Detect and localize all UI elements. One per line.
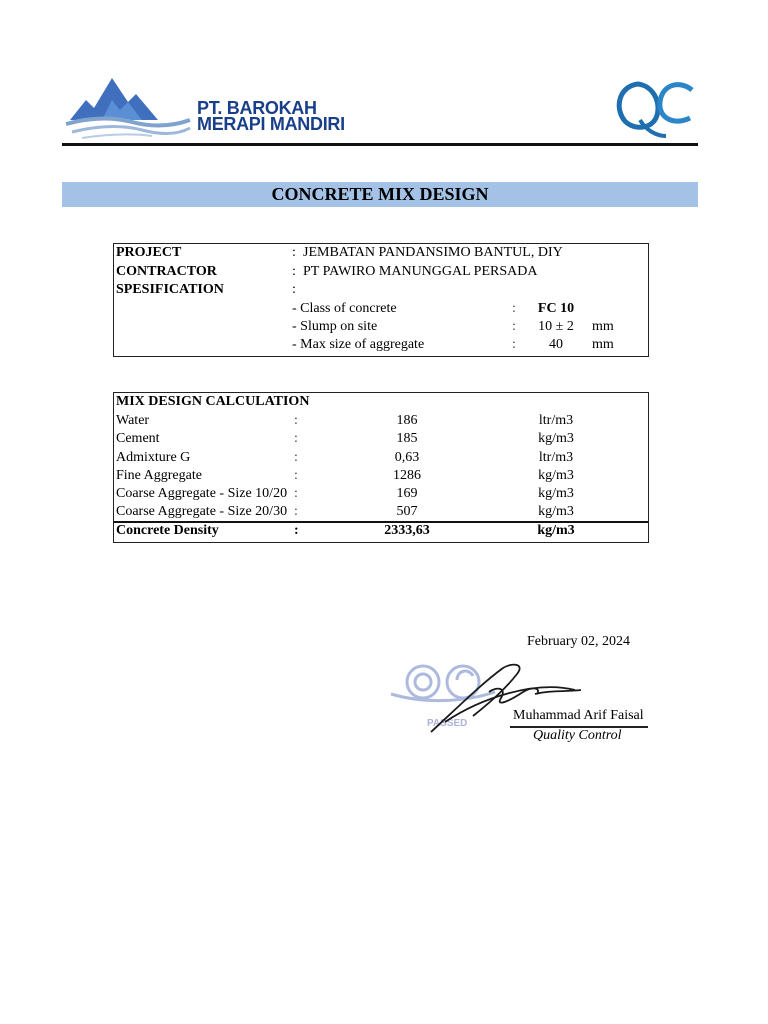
signature-date: February 02, 2024: [527, 634, 631, 649]
spec-colon: :: [292, 282, 296, 297]
mix-design-table: [113, 392, 649, 543]
project-colon: :: [292, 245, 296, 260]
total-value: 2333,63: [384, 523, 430, 538]
company-logo: [62, 70, 382, 142]
mix-heading: MIX DESIGN CALCULATION: [116, 394, 310, 409]
spec-item-colon: :: [512, 337, 516, 352]
table-row-unit: kg/m3: [538, 504, 574, 519]
spec-label: SPESIFICATION: [116, 282, 224, 297]
spec-item-label: - Class of concrete: [292, 301, 397, 316]
table-row-unit: ltr/m3: [538, 450, 574, 465]
table-row-label: Water: [116, 413, 150, 428]
table-row-value: 185: [396, 431, 418, 446]
document-title: CONCRETE MIX DESIGN: [62, 182, 698, 207]
table-row-colon: :: [294, 450, 298, 465]
spec-item-unit: mm: [592, 319, 614, 334]
table-row-colon: :: [294, 413, 298, 428]
stamp-text: PASSED: [427, 718, 468, 729]
signer-name: Muhammad Arif Faisal: [513, 708, 644, 723]
signer-role: Quality Control: [533, 728, 622, 743]
spec-item-value: FC 10: [537, 301, 575, 316]
header-divider: [62, 143, 698, 146]
table-row-colon: :: [294, 486, 298, 501]
table-row-colon: :: [294, 504, 298, 519]
project-label: PROJECT: [116, 245, 182, 260]
table-row-label: Admixture G: [116, 450, 191, 465]
contractor-label: CONTRACTOR: [116, 264, 217, 279]
spec-item-unit: mm: [592, 337, 614, 352]
company-name: [197, 100, 345, 132]
mountain-logo-icon: [62, 70, 192, 142]
table-row-unit: kg/m3: [538, 431, 574, 446]
spec-item-value: 10 ± 2: [538, 319, 574, 334]
table-row-colon: :: [294, 468, 298, 483]
table-row-colon: :: [294, 431, 298, 446]
spec-item-label: - Max size of aggregate: [292, 337, 425, 352]
table-row-unit: kg/m3: [538, 486, 574, 501]
total-colon: :: [294, 523, 299, 538]
table-row-label: Cement: [116, 431, 160, 446]
project-value: JEMBATAN PANDANSIMO BANTUL, DIY: [303, 245, 563, 260]
table-row-label: Coarse Aggregate - Size 20/30: [116, 504, 288, 519]
total-label: Concrete Density: [116, 523, 219, 538]
table-row-unit: ltr/m3: [538, 413, 574, 428]
contractor-colon: :: [292, 264, 296, 279]
table-row-label: Coarse Aggregate - Size 10/20: [116, 486, 288, 501]
contractor-value: PT PAWIRO MANUNGGAL PERSADA: [303, 264, 538, 279]
table-row-value: 1286: [393, 468, 421, 483]
spec-item-colon: :: [512, 319, 516, 334]
table-row-value: 186: [396, 413, 418, 428]
spec-item-colon: :: [512, 301, 516, 316]
spec-item-value: 40: [549, 337, 563, 352]
company-name-line1: PT. BAROKAH: [197, 98, 317, 118]
spec-item-label: - Slump on site: [292, 319, 378, 334]
qc-logo-icon: [610, 76, 698, 142]
qc-passed-stamp-icon: [391, 666, 495, 701]
project-info-box: [113, 243, 649, 357]
total-unit: kg/m3: [537, 523, 575, 538]
table-row-unit: kg/m3: [538, 468, 574, 483]
table-row-value: 507: [396, 504, 418, 519]
table-row-value: 169: [396, 486, 418, 501]
table-row-label: Fine Aggregate: [116, 468, 202, 483]
table-row-value: 0,63: [394, 450, 420, 465]
company-name-line2: MERAPI MANDIRI: [197, 114, 345, 134]
